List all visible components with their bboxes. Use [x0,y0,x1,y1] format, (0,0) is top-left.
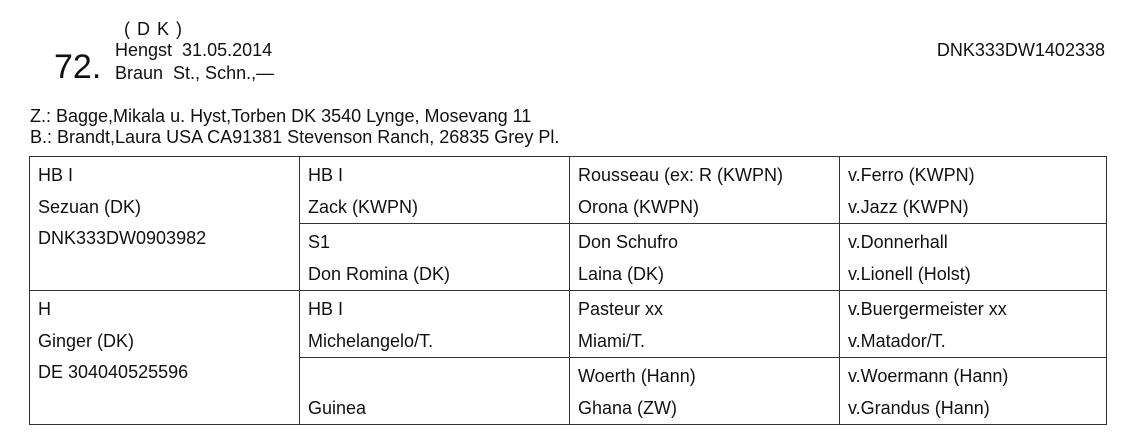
dam-sire-cell [300,291,570,358]
sire-sire-book: HB I [308,165,344,185]
gen3-top: Pasteur xx [578,299,664,319]
gen3-top: Don Schufro [578,232,679,252]
gen3-bottom: Orona (KWPN) [578,196,700,217]
horse-sex: Hengst [115,40,173,60]
dam-cell [30,291,300,425]
birth-date: 31.05.2014 [182,40,273,60]
dam-reg: DE 304040525596 [38,362,189,382]
sire-reg: DNK333DW0903982 [38,228,207,248]
sire-cell [30,157,300,291]
gen4-top: v.Buergermeister xx [848,299,1007,319]
gen4-cell [840,291,1107,358]
sire-dam-book: S1 [308,232,331,252]
registration-number: DNK333DW1402338 [936,40,1105,60]
gen3-bottom: Ghana (ZW) [578,397,678,418]
gen4-bottom: v.Jazz (KWPN) [848,196,969,217]
gen3-cell [570,291,840,358]
horse-color: Braun [115,63,164,83]
sire-dam-cell [300,224,570,291]
sire-sire-cell [300,157,570,224]
gen4-cell [840,157,1107,224]
sire-sire-name: Zack (KWPN) [308,196,418,217]
lot-number: 72. [54,48,102,86]
gen4-bottom: v.Lionell (Holst) [848,263,971,284]
gen4-top: v.Woermann (Hann) [848,366,1009,386]
gen4-bottom: v.Matador/T. [848,330,946,351]
owner-line: B.: Brandt,Laura USA CA91381 Stevenson Ranch, 26835 Grey Pl. [30,127,560,147]
gen4-top: v.Ferro (KWPN) [848,165,975,185]
gen3-cell [570,358,840,425]
gen4-cell [840,224,1107,291]
gen4-cell [840,358,1107,425]
dam-dam-cell [300,358,570,425]
horse-color-markings [115,62,274,84]
horse-markings: St., Schn.,— [173,63,275,83]
pedigree-table [29,156,1107,425]
dam-sire-name: Michelangelo/T. [308,330,434,351]
gen3-cell [570,157,840,224]
horse-sex-birthdate [115,39,272,61]
gen3-top: Rousseau (ex: R (KWPN) [578,165,784,185]
dam-sire-book: HB I [308,299,344,319]
dam-dam-book [308,361,561,393]
sire-book: HB I [38,165,74,185]
gen3-top: Woerth (Hann) [578,366,696,386]
gen4-bottom: v.Grandus (Hann) [848,397,990,418]
gen3-cell [570,224,840,291]
country-code: ( D K ) [124,19,183,39]
breeder-line: Z.: Bagge,Mikala u. Hyst,Torben DK 3540 Lynge, Mosevang 11 [30,106,532,126]
gen3-bottom: Miami/T. [578,330,645,351]
gen3-bottom: Laina (DK) [578,263,665,284]
sire-dam-name: Don Romina (DK) [308,263,451,284]
gen4-top: v.Donnerhall [848,232,948,252]
dam-dam-name: Guinea [308,397,367,418]
dam-name: Ginger (DK) [38,330,135,351]
sire-name: Sezuan (DK) [38,196,142,217]
dam-book: H [38,299,51,319]
